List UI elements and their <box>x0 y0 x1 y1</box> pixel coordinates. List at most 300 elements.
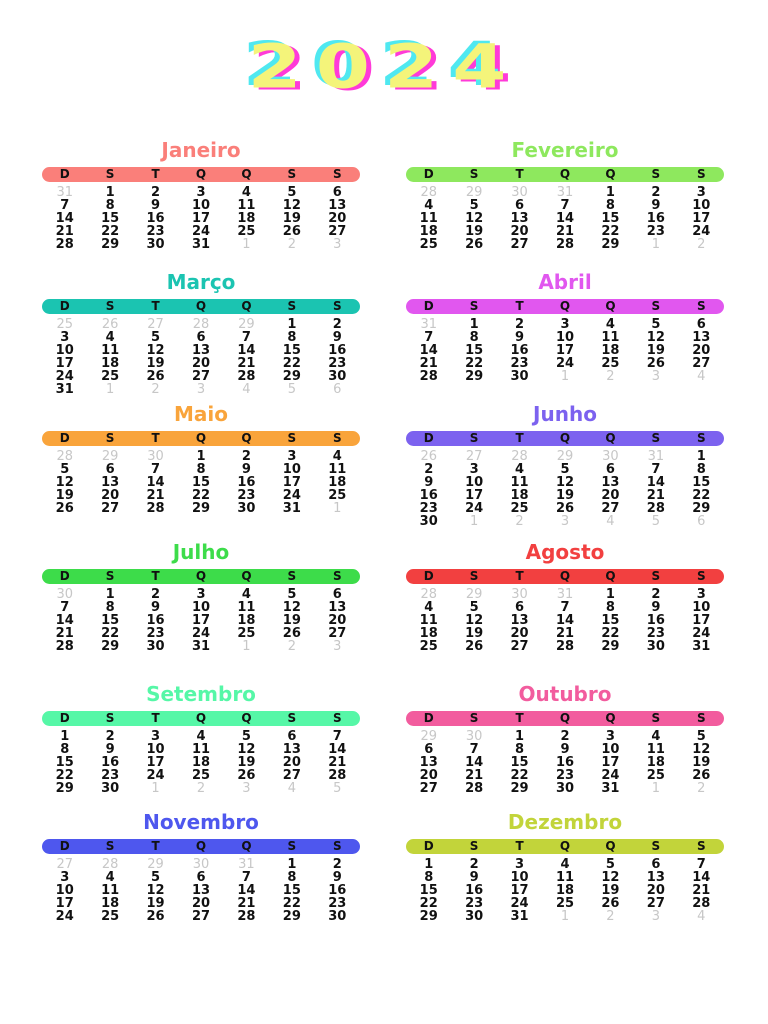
day-cell: 26 <box>146 909 165 924</box>
month-dezembro <box>406 808 724 923</box>
day-cell: 25 <box>191 768 211 783</box>
weekday-label: S <box>696 711 706 725</box>
weekday-label: Q <box>195 167 207 181</box>
day-cell: 1 <box>515 729 525 744</box>
day-cell: 16 <box>237 475 256 490</box>
month-outubro <box>406 680 724 795</box>
month-name: Janeiro <box>161 138 241 162</box>
day-cell: 9 <box>105 742 115 757</box>
weekday-label: S <box>287 299 297 313</box>
day-cell: 6 <box>515 600 525 615</box>
adjacent-month-day: 1 <box>469 514 479 529</box>
day-cell: 11 <box>646 742 665 757</box>
weekday-label: T <box>151 569 160 583</box>
weekday-label: S <box>105 431 115 445</box>
day-cell: 29 <box>191 501 211 516</box>
month-name: Abril <box>538 270 592 294</box>
day-cell: 20 <box>101 488 120 503</box>
month-name: Agosto <box>525 540 605 564</box>
day-cell: 21 <box>146 488 165 503</box>
weekday-label: Q <box>605 167 616 181</box>
day-cell: 30 <box>328 909 347 924</box>
day-cell: 25 <box>555 896 575 911</box>
day-cell: 6 <box>287 729 297 744</box>
day-cell: 21 <box>55 224 74 239</box>
adjacent-month-day: 28 <box>101 857 119 872</box>
weekday-label: Q <box>605 839 616 853</box>
month-novembro <box>42 808 360 923</box>
day-cell: 7 <box>560 198 570 213</box>
day-cell: 11 <box>237 198 256 213</box>
day-cell: 15 <box>282 343 301 358</box>
weekday-label: Q <box>241 167 252 181</box>
day-cell: 13 <box>191 343 211 358</box>
adjacent-month-day: 4 <box>287 781 296 796</box>
weekday-label: Q <box>195 569 207 583</box>
weekday-label: T <box>151 167 160 181</box>
day-cell: 18 <box>419 626 438 641</box>
day-cell: 13 <box>328 198 347 213</box>
weekday-label: S <box>469 711 479 725</box>
day-cell: 30 <box>328 369 347 384</box>
adjacent-month-day: 30 <box>56 587 73 602</box>
day-cell: 15 <box>101 613 120 628</box>
weekday-label: S <box>696 569 706 583</box>
adjacent-month-day: 31 <box>556 587 574 602</box>
adjacent-month-day: 31 <box>556 185 574 200</box>
day-cell: 5 <box>651 317 661 332</box>
day-cell: 2 <box>651 587 661 602</box>
adjacent-month-day: 4 <box>697 369 706 384</box>
day-cell: 9 <box>332 870 342 885</box>
adjacent-month-day: 31 <box>56 185 73 200</box>
days-grid <box>42 588 360 653</box>
day-cell: 26 <box>465 237 484 252</box>
weekday-header <box>42 839 360 854</box>
day-cell: 6 <box>424 742 434 757</box>
day-cell: 2 <box>332 857 342 872</box>
day-cell: 20 <box>646 883 665 898</box>
day-cell: 4 <box>424 198 434 213</box>
day-cell: 1 <box>105 185 115 200</box>
day-cell: 19 <box>282 211 301 226</box>
day-cell: 25 <box>101 909 120 924</box>
adjacent-month-day: 3 <box>651 369 660 384</box>
adjacent-month-day: 3 <box>333 639 342 654</box>
adjacent-month-day: 29 <box>147 857 164 872</box>
day-cell: 18 <box>510 488 529 503</box>
day-cell: 17 <box>692 613 711 628</box>
day-cell: 21 <box>646 488 665 503</box>
month-janeiro <box>42 136 360 251</box>
day-cell: 4 <box>241 587 251 602</box>
day-cell: 12 <box>601 870 620 885</box>
weekday-label: Q <box>195 711 207 725</box>
day-cell: 1 <box>287 857 297 872</box>
day-cell: 29 <box>465 369 484 384</box>
weekday-header <box>406 299 724 314</box>
weekday-label: Q <box>605 431 616 445</box>
day-cell: 6 <box>696 317 706 332</box>
day-cell: 17 <box>465 488 484 503</box>
day-cell: 16 <box>646 613 665 628</box>
day-cell: 15 <box>465 343 484 358</box>
day-cell: 10 <box>55 343 74 358</box>
adjacent-month-day: 28 <box>192 317 210 332</box>
adjacent-month-day: 28 <box>420 587 437 602</box>
day-cell: 17 <box>55 896 74 911</box>
weekday-label: Q <box>195 431 207 445</box>
weekday-label: Q <box>559 839 571 853</box>
weekday-header <box>406 839 724 854</box>
day-cell: 21 <box>555 224 575 239</box>
day-cell: 4 <box>605 317 615 332</box>
day-cell: 10 <box>692 198 711 213</box>
month-name: Setembro <box>146 682 256 706</box>
day-cell: 26 <box>282 224 301 239</box>
adjacent-month-day: 29 <box>420 729 437 744</box>
days-grid <box>42 730 360 795</box>
weekday-label: D <box>423 711 434 725</box>
day-cell: 21 <box>419 356 438 371</box>
day-cell: 30 <box>237 501 256 516</box>
day-cell: 28 <box>692 896 711 911</box>
day-cell: 7 <box>469 742 479 757</box>
month-maio <box>42 400 360 515</box>
day-cell: 16 <box>646 211 665 226</box>
day-cell: 25 <box>328 488 347 503</box>
day-cell: 3 <box>515 857 525 872</box>
weekday-label: Q <box>195 299 207 313</box>
weekday-label: S <box>332 299 342 313</box>
day-cell: 20 <box>510 626 529 641</box>
day-cell: 12 <box>646 330 665 345</box>
month-name: Novembro <box>143 810 259 834</box>
day-cell: 4 <box>560 857 570 872</box>
weekday-label: Q <box>559 299 571 313</box>
day-cell: 3 <box>696 185 706 200</box>
day-cell: 19 <box>282 613 301 628</box>
day-cell: 8 <box>105 198 115 213</box>
day-cell: 5 <box>151 870 161 885</box>
day-cell: 3 <box>287 449 297 464</box>
day-cell: 19 <box>146 356 165 371</box>
weekday-label: S <box>287 167 297 181</box>
day-cell: 1 <box>605 185 615 200</box>
weekday-label: S <box>287 431 297 445</box>
day-cell: 5 <box>696 729 706 744</box>
day-cell: 23 <box>328 356 347 371</box>
weekday-label: S <box>651 839 661 853</box>
day-cell: 3 <box>196 185 206 200</box>
day-cell: 23 <box>646 224 665 239</box>
day-cell: 3 <box>196 587 206 602</box>
day-cell: 10 <box>282 462 301 477</box>
day-cell: 12 <box>465 211 484 226</box>
adjacent-month-day: 2 <box>515 514 524 529</box>
weekday-header <box>42 569 360 584</box>
day-cell: 3 <box>696 587 706 602</box>
day-cell: 27 <box>510 639 529 654</box>
day-cell: 23 <box>237 488 256 503</box>
day-cell: 9 <box>332 330 342 345</box>
weekday-label: S <box>105 839 115 853</box>
day-cell: 7 <box>241 870 251 885</box>
day-cell: 11 <box>237 600 256 615</box>
weekday-label: S <box>105 569 115 583</box>
month-março <box>42 268 360 396</box>
day-cell: 8 <box>469 330 479 345</box>
day-cell: 6 <box>515 198 525 213</box>
day-cell: 8 <box>60 742 70 757</box>
day-cell: 15 <box>191 475 211 490</box>
month-abril <box>406 268 724 383</box>
day-cell: 4 <box>515 462 525 477</box>
day-cell: 7 <box>60 198 70 213</box>
adjacent-month-day: 1 <box>242 237 251 252</box>
day-cell: 15 <box>282 883 301 898</box>
weekday-label: D <box>59 431 70 445</box>
day-cell: 13 <box>646 870 665 885</box>
day-cell: 22 <box>101 626 120 641</box>
day-cell: 9 <box>515 330 525 345</box>
day-cell: 25 <box>646 768 665 783</box>
day-cell: 12 <box>282 600 301 615</box>
day-cell: 15 <box>419 883 438 898</box>
day-cell: 27 <box>419 781 438 796</box>
adjacent-month-day: 30 <box>147 449 164 464</box>
day-cell: 16 <box>328 883 347 898</box>
day-cell: 4 <box>241 185 251 200</box>
day-cell: 20 <box>601 488 620 503</box>
year-title: 2024 <box>247 31 521 103</box>
day-cell: 8 <box>105 600 115 615</box>
day-cell: 28 <box>55 639 74 654</box>
weekday-label: D <box>59 167 70 181</box>
day-cell: 16 <box>146 211 165 226</box>
day-cell: 16 <box>328 343 347 358</box>
weekday-label: S <box>696 431 706 445</box>
weekday-label: S <box>696 299 706 313</box>
day-cell: 7 <box>424 330 434 345</box>
weekday-label: D <box>423 431 434 445</box>
day-cell: 19 <box>237 755 256 770</box>
day-cell: 2 <box>151 185 161 200</box>
day-cell: 2 <box>424 462 434 477</box>
day-cell: 29 <box>601 639 620 654</box>
day-cell: 24 <box>692 224 711 239</box>
day-cell: 8 <box>605 198 615 213</box>
day-cell: 24 <box>555 356 575 371</box>
day-cell: 20 <box>419 768 438 783</box>
day-cell: 24 <box>55 369 74 384</box>
day-cell: 19 <box>465 626 484 641</box>
day-cell: 11 <box>601 330 620 345</box>
day-cell: 24 <box>146 768 165 783</box>
day-cell: 27 <box>191 909 211 924</box>
day-cell: 29 <box>419 909 438 924</box>
day-cell: 14 <box>328 742 347 757</box>
day-cell: 12 <box>465 613 484 628</box>
day-cell: 18 <box>419 224 438 239</box>
weekday-label: S <box>651 431 661 445</box>
day-cell: 25 <box>510 501 529 516</box>
day-cell: 30 <box>465 909 484 924</box>
adjacent-month-day: 30 <box>511 587 528 602</box>
day-cell: 12 <box>282 198 301 213</box>
day-cell: 10 <box>465 475 484 490</box>
day-cell: 26 <box>146 369 165 384</box>
day-cell: 6 <box>332 587 342 602</box>
day-cell: 10 <box>146 742 165 757</box>
day-cell: 29 <box>510 781 529 796</box>
day-cell: 23 <box>328 896 347 911</box>
weekday-label: Q <box>195 839 207 853</box>
weekday-header <box>42 167 360 182</box>
day-cell: 9 <box>651 600 661 615</box>
month-setembro <box>42 680 360 795</box>
day-cell: 30 <box>101 781 120 796</box>
day-cell: 12 <box>237 742 256 757</box>
day-cell: 25 <box>237 224 256 239</box>
day-cell: 13 <box>282 742 301 757</box>
day-cell: 16 <box>419 488 438 503</box>
day-cell: 24 <box>191 224 211 239</box>
day-cell: 2 <box>151 587 161 602</box>
weekday-header <box>42 431 360 446</box>
day-cell: 21 <box>465 768 484 783</box>
day-cell: 14 <box>465 755 484 770</box>
day-cell: 20 <box>191 356 211 371</box>
day-cell: 23 <box>146 224 165 239</box>
month-name: Maio <box>174 402 228 426</box>
day-cell: 27 <box>510 237 529 252</box>
day-cell: 11 <box>101 343 120 358</box>
day-cell: 14 <box>419 343 438 358</box>
month-name: Fevereiro <box>511 138 619 162</box>
adjacent-month-day: 31 <box>238 857 255 872</box>
day-cell: 5 <box>60 462 70 477</box>
day-cell: 4 <box>105 330 115 345</box>
weekday-label: Q <box>559 431 571 445</box>
day-cell: 2 <box>332 317 342 332</box>
adjacent-month-day: 27 <box>56 857 73 872</box>
adjacent-month-day: 29 <box>465 185 483 200</box>
day-cell: 23 <box>646 626 665 641</box>
day-cell: 22 <box>55 768 74 783</box>
day-cell: 5 <box>287 185 297 200</box>
day-cell: 7 <box>60 600 70 615</box>
adjacent-month-day: 1 <box>560 909 570 924</box>
weekday-label: S <box>696 167 706 181</box>
day-cell: 23 <box>555 768 575 783</box>
day-cell: 22 <box>692 488 711 503</box>
day-cell: 10 <box>191 600 211 615</box>
day-cell: 8 <box>424 870 434 885</box>
day-cell: 10 <box>601 742 620 757</box>
day-cell: 14 <box>237 883 256 898</box>
day-cell: 8 <box>196 462 206 477</box>
day-cell: 24 <box>601 768 620 783</box>
day-cell: 30 <box>510 369 529 384</box>
day-cell: 8 <box>696 462 706 477</box>
day-cell: 24 <box>55 909 74 924</box>
day-cell: 26 <box>237 768 256 783</box>
day-cell: 4 <box>105 870 115 885</box>
adjacent-month-day: 28 <box>511 449 528 464</box>
day-cell: 2 <box>515 317 525 332</box>
day-cell: 27 <box>191 369 211 384</box>
day-cell: 16 <box>555 755 575 770</box>
day-cell: 31 <box>601 781 620 796</box>
day-cell: 29 <box>282 369 301 384</box>
day-cell: 8 <box>515 742 525 757</box>
days-grid <box>406 450 724 528</box>
day-cell: 28 <box>55 237 74 252</box>
day-cell: 17 <box>692 211 711 226</box>
weekday-header <box>42 299 360 314</box>
day-cell: 9 <box>241 462 251 477</box>
weekday-label: S <box>287 711 297 725</box>
day-cell: 15 <box>601 211 620 226</box>
adjacent-month-day: 5 <box>333 781 342 796</box>
adjacent-month-day: 31 <box>420 317 437 332</box>
day-cell: 17 <box>510 883 529 898</box>
day-cell: 14 <box>555 613 575 628</box>
month-junho <box>406 400 724 528</box>
month-name: Julho <box>172 540 230 564</box>
adjacent-month-day: 6 <box>333 382 342 397</box>
day-cell: 17 <box>555 343 575 358</box>
day-cell: 10 <box>555 330 575 345</box>
days-grid <box>406 186 724 251</box>
day-cell: 23 <box>146 626 165 641</box>
adjacent-month-day: 2 <box>606 369 615 384</box>
day-cell: 18 <box>646 755 665 770</box>
adjacent-month-day: 5 <box>287 382 296 397</box>
day-cell: 20 <box>692 343 711 358</box>
adjacent-month-day: 3 <box>242 781 251 796</box>
day-cell: 12 <box>55 475 74 490</box>
month-julho <box>42 538 360 653</box>
adjacent-month-day: 29 <box>238 317 255 332</box>
day-cell: 10 <box>191 198 211 213</box>
adjacent-month-day: 29 <box>556 449 574 464</box>
day-cell: 11 <box>191 742 211 757</box>
day-cell: 28 <box>555 639 575 654</box>
month-name: Março <box>166 270 236 294</box>
adjacent-month-day: 1 <box>651 237 660 252</box>
day-cell: 21 <box>237 896 256 911</box>
day-cell: 21 <box>328 755 347 770</box>
day-cell: 6 <box>332 185 342 200</box>
weekday-header <box>406 569 724 584</box>
day-cell: 30 <box>419 514 438 529</box>
adjacent-month-day: 30 <box>511 185 528 200</box>
day-cell: 3 <box>560 317 570 332</box>
day-cell: 9 <box>424 475 434 490</box>
day-cell: 10 <box>510 870 529 885</box>
adjacent-month-day: 4 <box>697 909 706 924</box>
day-cell: 3 <box>605 729 615 744</box>
day-cell: 22 <box>510 768 529 783</box>
days-grid <box>406 318 724 383</box>
weekday-label: S <box>469 431 479 445</box>
weekday-label: T <box>151 299 160 313</box>
adjacent-month-day: 2 <box>606 909 615 924</box>
weekday-label: T <box>515 167 524 181</box>
adjacent-month-day: 30 <box>602 449 619 464</box>
